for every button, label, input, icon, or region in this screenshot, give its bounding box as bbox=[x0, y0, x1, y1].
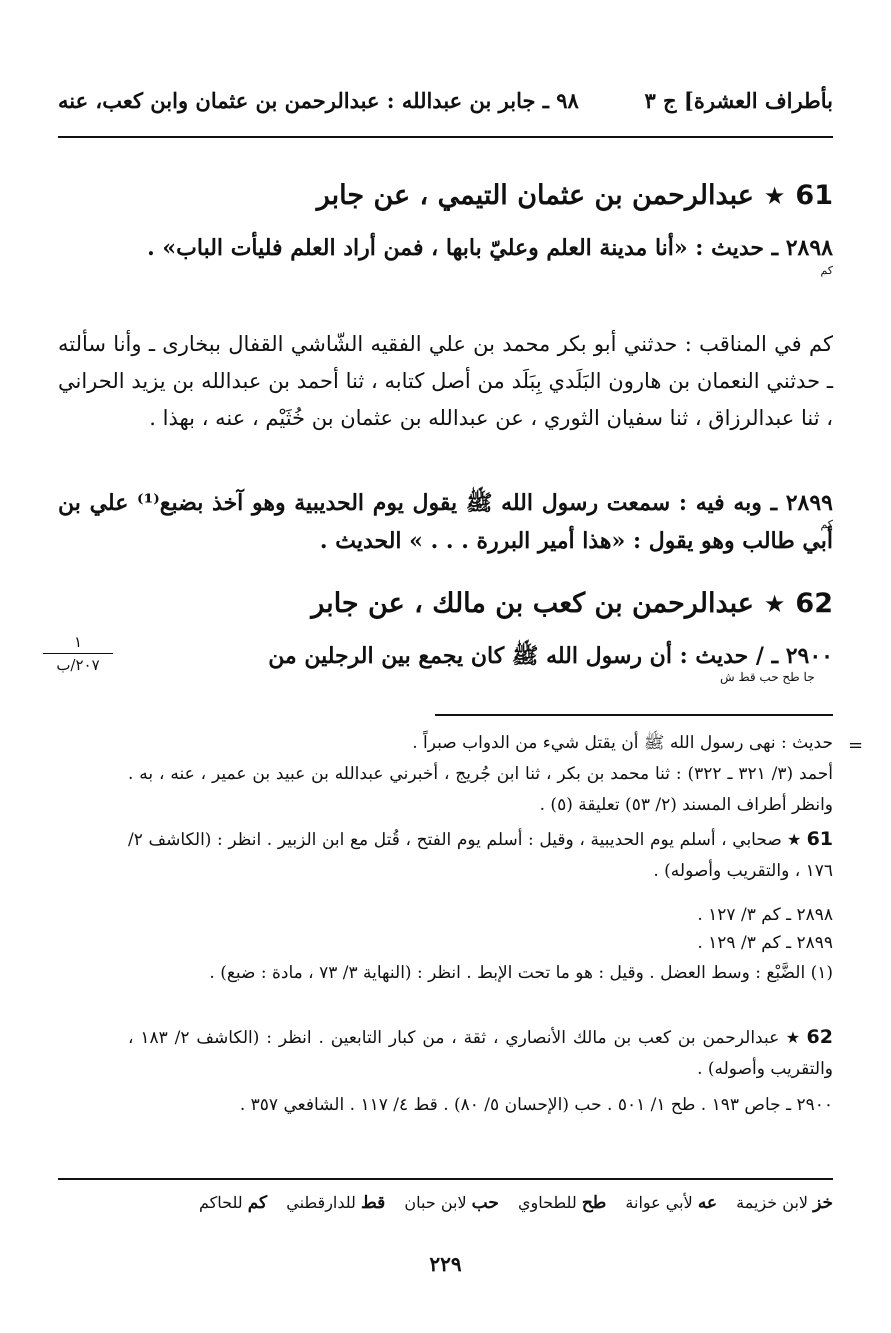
entry-62-heading bbox=[311, 588, 833, 619]
footnote-62-number: 62 bbox=[806, 1026, 833, 1048]
hadith-2898-source-mark: كم bbox=[820, 264, 833, 277]
abbreviations-key bbox=[58, 1193, 833, 1213]
footnote-hadith-text: حديث : نهى رسول الله ﷺ أن يقتل شيء من الدواب صبراً . bbox=[412, 733, 833, 753]
star-icon: ★ bbox=[763, 182, 786, 210]
entry-61-heading bbox=[317, 180, 833, 211]
abbr-item: كم للحاكم bbox=[199, 1193, 268, 1213]
footnote-61-number: 61 bbox=[806, 828, 834, 850]
abbr-item: خز لابن خزيمة bbox=[736, 1193, 833, 1213]
hadith-2899-source-mark: كم bbox=[820, 518, 833, 531]
header-chapter-title: ٩٨ ـ جابر بن عبدالله : عبدالرحمن بن عثمان وابن كعب، عنه bbox=[58, 88, 579, 113]
folio-divider bbox=[43, 653, 113, 654]
folio-bottom: ٢٠٧/ب bbox=[56, 656, 100, 674]
entry-61-title: عبدالرحمن بن عثمان التيمي ، عن جابر bbox=[316, 180, 754, 211]
footnote-ahmad-source: أحمد (٣/ ٣٢١ ـ ٣٢٢) : ثنا محمد بن بكر ، ثنا ابن جُريج ، أخبرني عبدالله بن عبيد بن عمير ، عنه ، به . وانظر أطراف المسند (٢/ ٥٣) تعليقة (٥) . bbox=[128, 764, 833, 815]
folio-top: ١ bbox=[73, 633, 83, 651]
star-icon: ★ bbox=[763, 590, 786, 618]
footnote-2898: ٢٨٩٨ ـ كم ٣/ ١٢٧ . bbox=[697, 905, 833, 925]
abbr-item: حب لابن حبان bbox=[404, 1193, 499, 1213]
footnote-2900-sources: ٢٩٠٠ ـ جاص ١٩٣ . طح ١/ ٥٠١ . حب (الإحسان ٥/ ٨٠) . قط ٤/ ١١٧ . الشافعي ٣٥٧ . bbox=[239, 1095, 833, 1115]
footnote-62-text: عبدالرحمن بن كعب بن مالك الأنصاري ، ثقة ، من كبار التابعين . انظر : (الكاشف ٢/ ١٨٣ ، والتقريب وأصوله) . bbox=[128, 1028, 833, 1079]
abbr-item: قط للدارقطني bbox=[286, 1193, 386, 1213]
footnote-entry-61 bbox=[128, 824, 833, 887]
entry-62-number: 62 bbox=[795, 588, 833, 619]
footnote-61-text: صحابي ، أسلم يوم الحديبية ، وقيل : أسلم يوم الفتح ، قُتل مع ابن الزبير . انظر : (الكاشف ٢/ ١٧٦ ، والتقريب وأصوله) . bbox=[128, 830, 833, 881]
hadith-2899: ٢٨٩٩ ـ وبه فيه : سمعت رسول الله ﷺ يقول يوم الحديبية وهو آخذ بضبع⁽¹⁾ علي بن أبي طالب وهو يقول : «هذا أمير البررة . . . » الحديث . bbox=[58, 490, 833, 554]
page-number: ٢٢٩ bbox=[429, 1252, 462, 1276]
abbr-item: طح للطحاوي bbox=[517, 1193, 607, 1213]
hadith-2900: ٢٩٠٠ ـ / حديث : أن رسول الله ﷺ كان يجمع بين الرجلين من bbox=[268, 643, 833, 669]
abbr-item: عه لأبي عوانة bbox=[625, 1193, 718, 1213]
star-icon: ★ bbox=[784, 1028, 802, 1047]
star-icon: ★ bbox=[786, 830, 802, 849]
entry-61-number: 61 bbox=[795, 180, 833, 211]
abbreviations-rule bbox=[58, 1178, 833, 1180]
header-book-title: بأطراف العشرة] ج ٣ bbox=[644, 88, 833, 113]
running-header bbox=[58, 88, 833, 124]
hadith-2898: ٢٨٩٨ ـ حديث : «أنا مدينة العلم وعليّ بابها ، فمن أراد العلم فليأت الباب» . bbox=[147, 235, 833, 261]
continuation-mark: = bbox=[848, 735, 864, 756]
header-rule bbox=[58, 136, 833, 138]
footnote-dab-definition: (١) الضَّبْع : وسط العضل . وقيل : هو ما تحت الإبط . انظر : (النهاية ٣/ ٧٣ ، مادة : ضبع) . bbox=[209, 963, 833, 983]
hadith-2900-sources: جا طح حب قط ش bbox=[720, 670, 815, 684]
footnote-entry-62 bbox=[128, 1022, 833, 1085]
entry-62-title: عبدالرحمن بن كعب بن مالك ، عن جابر bbox=[311, 588, 754, 619]
footnote-rule bbox=[435, 714, 833, 716]
footnote-2899: ٢٨٩٩ ـ كم ٣/ ١٢٩ . bbox=[697, 933, 833, 953]
manuscript-folio-marker bbox=[38, 633, 118, 674]
kam-isnad-paragraph: كم في المناقب : حدثني أبو بكر محمد بن علي الفقيه الشّاشي القفال ببخارى ـ وأنا سألته ـ حدثني النعمان بن هارون البَلَدي بِبَلَد من أصل كتابه ، ثنا أحمد بن عبدالله بن يزيد الحراني ، ثنا عبدالرزاق ، ثنا سفيان الثوري ، عن عبدالله بن عثمان بن خُثَيْم ، عنه ، بهذا . bbox=[58, 332, 833, 430]
